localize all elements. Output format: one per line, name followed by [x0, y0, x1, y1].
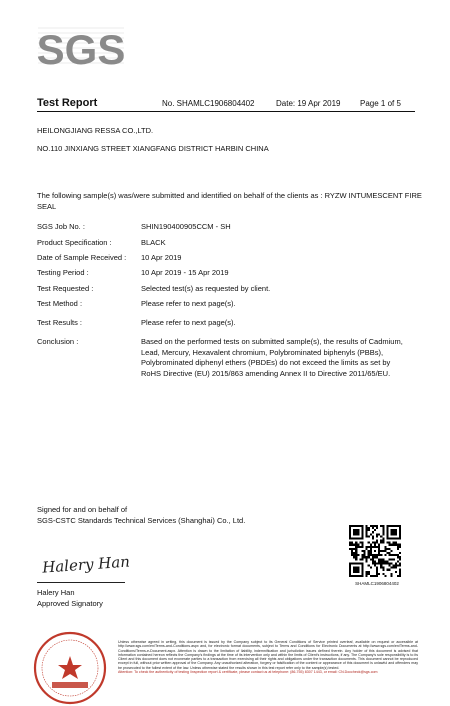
field-label: Test Method : [37, 299, 83, 308]
field-label: Test Requested : [37, 284, 94, 293]
field-value: 10 Apr 2019 - 15 Apr 2019 [141, 268, 229, 277]
signoff-company: SGS-CSTC Standards Technical Services (Shanghai) Co., Ltd. [37, 515, 246, 525]
client-address: NO.110 JINXIANG STREET XIANGFANG DISTRICT HARBIN CHINA [37, 144, 269, 153]
header-divider [37, 111, 415, 112]
footer-terms-text: Unless otherwise agreed in writing, this document is issued by the Company subject to its General Conditions of Service printed overleaf, available on request or accessible at http://www.sgs.com/en/Terms-and-Conditions.aspx and, for electronic format documents, subject to Terms and Conditions for Electronic Documents at http://www.sgs.com/en/Terms-and-Conditions/Terms-e-Document.aspx. Attention is drawn to the limitation of liability, indemnification and jurisdiction issues defined therein. Any holder of this document is advised that information contained hereon reflects the Company's findings at the time of its intervention only and within the limits of Client's instructions, if any. The Company's sole responsibility is to its Client and this document does not exonerate parties to a transaction from exercising all their rights and obligations under the transaction documents. This document cannot be reproduced except in full, without prior written approval of the Company. Any unauthorized alteration, forgery or falsification of the content or appearance of this document is unlawful and offenders may be prosecuted to the fullest extent of the law. Unless otherwise stated the results shown in this test report refer only to the sample(s) tested. [118, 640, 418, 670]
field-value: SHIN190400905CCM - SH [141, 222, 231, 231]
report-date: Date: 19 Apr 2019 [276, 99, 341, 108]
signatory [37, 588, 103, 609]
field-label: Testing Period : [37, 268, 89, 277]
page-indicator: Page 1 of 5 [360, 99, 401, 108]
handwritten-signature [40, 548, 131, 578]
sgs-logo [36, 24, 126, 73]
field-label: Date of Sample Received : [37, 253, 127, 262]
signed-on-behalf [37, 505, 245, 526]
field-label: Product Specification : [37, 238, 112, 247]
report-title: Test Report [37, 97, 98, 109]
field-value: Selected test(s) as requested by client. [141, 284, 271, 293]
field-label: Conclusion : [37, 337, 79, 346]
client-name: HEILONGJIANG RESSA CO.,LTD. [37, 126, 154, 135]
sgs-logo-text: SGS [36, 26, 126, 73]
footer-authenticity-note: Attention: To check the authenticity of testing /inspection report & certificate, please contact us at telephone: (86-755) 8307 1443, or email: CN.Doccheck@sgs.com [118, 670, 378, 675]
footer-terms [118, 640, 418, 674]
signatory-name: Halery Han [37, 588, 75, 597]
field-label: SGS Job No. : [37, 222, 85, 231]
qr-label: SHAMLC1906804402 [355, 581, 399, 586]
sample-intro: The following sample(s) was/were submitted and identified on behalf of the clients as : RYZW INTUMESCENT FIRE SEAL [37, 191, 422, 211]
qr-code [349, 525, 401, 577]
signatory-title: Approved Signatory [37, 598, 103, 608]
signoff-line-1: Signed for and on behalf of [37, 505, 128, 514]
field-label: Test Results : [37, 318, 83, 327]
conclusion-text: Based on the performed tests on submitted sample(s), the results of Cadmium, Lead, Mercury, Hexavalent chromium, Polybrominated biphenyls (PBBs), Polybrominated diphenyl ethers (PBDEs) do not exceed the limits as set by RoHS Directive (EU) 2015/863 amending Annex II to Directive 2011/65/EU. [141, 337, 403, 378]
field-value: BLACK [141, 238, 166, 247]
field-value: Please refer to next page(s). [141, 318, 236, 327]
red-inspection-seal [32, 630, 108, 706]
signature-line [37, 582, 125, 583]
field-value: 10 Apr 2019 [141, 253, 182, 262]
report-number: No. SHAMLC1906804402 [162, 99, 255, 108]
signature-text: Halery Han [41, 552, 131, 577]
field-value: Please refer to next page(s). [141, 299, 236, 308]
